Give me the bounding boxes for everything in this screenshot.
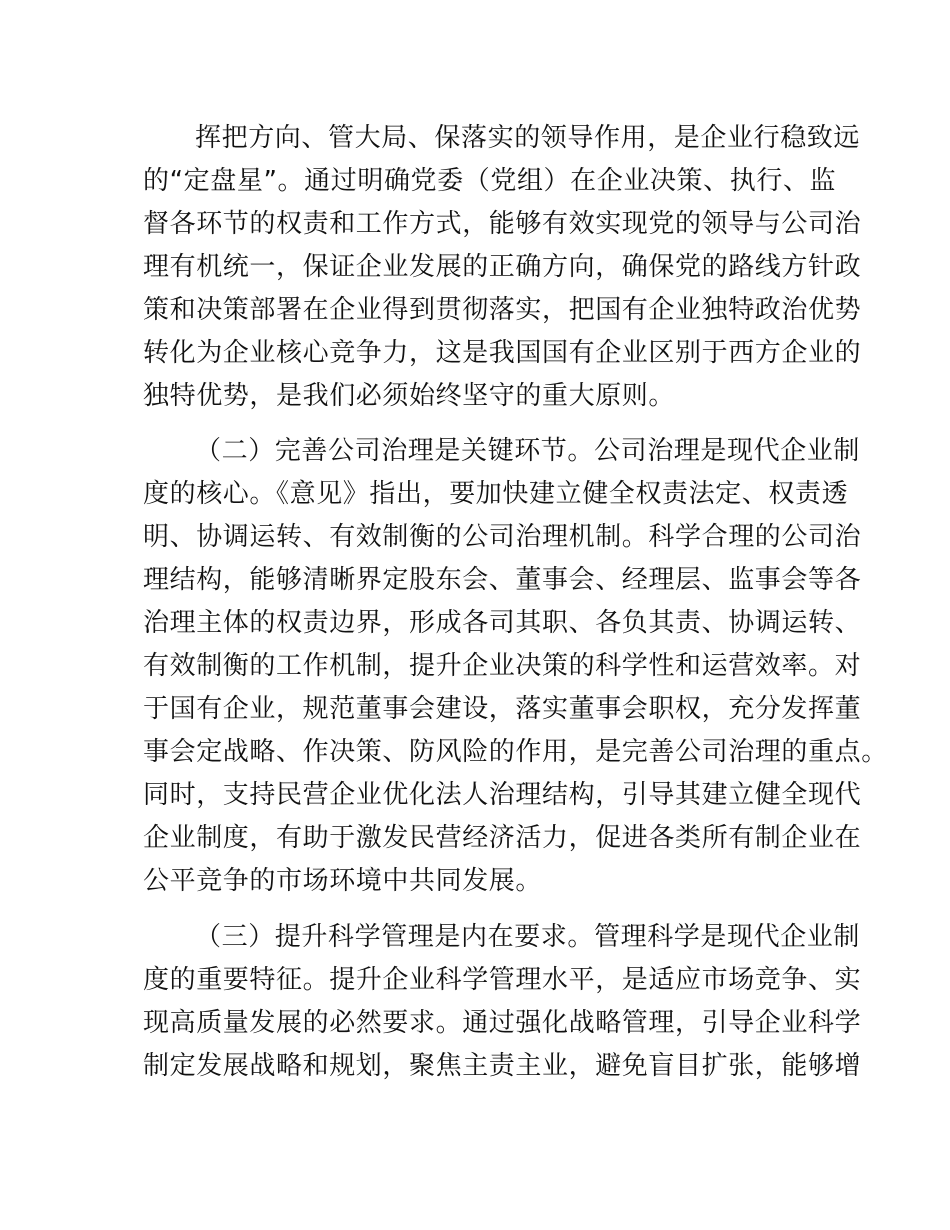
paragraph-2-line-6: 有效制衡的工作机制，提升企业决策的科学性和运营效率。对 [143, 651, 862, 681]
paragraph-1-line-2: 的“定盘星”。通过明确党委（党组）在企业决策、执行、监 [143, 166, 837, 196]
paragraph-2-line-9: 同时，支持民营企业优化法人治理结构，引导其建立健全现代 [143, 780, 862, 810]
paragraph-1-line-1: 挥把方向、管大局、保落实的领导作用，是企业行稳致远 [195, 123, 861, 153]
paragraph-2 [143, 431, 888, 901]
paragraph-2-line-3: 明、协调运转、有效制衡的公司治理机制。科学合理的公司治 [143, 522, 862, 552]
paragraph-3-line-1: （三）提升科学管理是内在要求。管理科学是现代企业制 [195, 922, 861, 952]
paragraph-2-line-4: 理结构，能够清晰界定股东会、董事会、经理层、监事会等各 [143, 565, 862, 595]
paragraph-2-line-11: 公平竞争的市场环境中共同发展。 [143, 866, 543, 896]
paragraph-2-line-2: 度的核心。《意见》指出，要加快建立健全权责法定、权责透 [143, 479, 849, 509]
paragraph-3-line-4: 制定发展战略和规划，聚焦主责主业，避免盲目扩张，能够增 [143, 1051, 862, 1081]
paragraph-1-line-6: 转化为企业核心竞争力，这是我国国有企业区别于西方企业的 [143, 338, 862, 368]
paragraph-1-line-5: 策和决策部署在企业得到贯彻落实，把国有企业独特政治优势 [143, 295, 862, 325]
paragraph-3-line-3: 现高质量发展的必然要求。通过强化战略管理，引导企业科学 [143, 1008, 862, 1038]
paragraph-2-line-8: 事会定战略、作决策、防风险的作用，是完善公司治理的重点。 [143, 737, 888, 767]
paragraph-3 [143, 917, 863, 1092]
paragraph-2-line-10: 企业制度，有助于激发民营经济活力，促进各类所有制企业在 [143, 823, 862, 853]
paragraph-1 [143, 118, 863, 418]
paragraph-1-line-3: 督各环节的权责和工作方式，能够有效实现党的领导与公司治 [143, 209, 862, 239]
paragraph-2-line-7: 于国有企业，规范董事会建设，落实董事会职权，充分发挥董 [143, 694, 862, 724]
paragraph-2-line-1: （二）完善公司治理是关键环节。公司治理是现代企业制 [195, 436, 861, 466]
paragraph-3-line-2: 度的重要特征。提升企业科学管理水平，是适应市场竞争、实 [143, 965, 862, 995]
paragraph-1-line-7: 独特优势，是我们必须始终坚守的重大原则。 [143, 381, 676, 411]
paragraph-2-line-5: 治理主体的权责边界，形成各司其职、各负其责、协调运转、 [143, 608, 862, 638]
paragraph-1-line-4: 理有机统一，保证企业发展的正确方向，确保党的路线方针政 [143, 252, 862, 282]
